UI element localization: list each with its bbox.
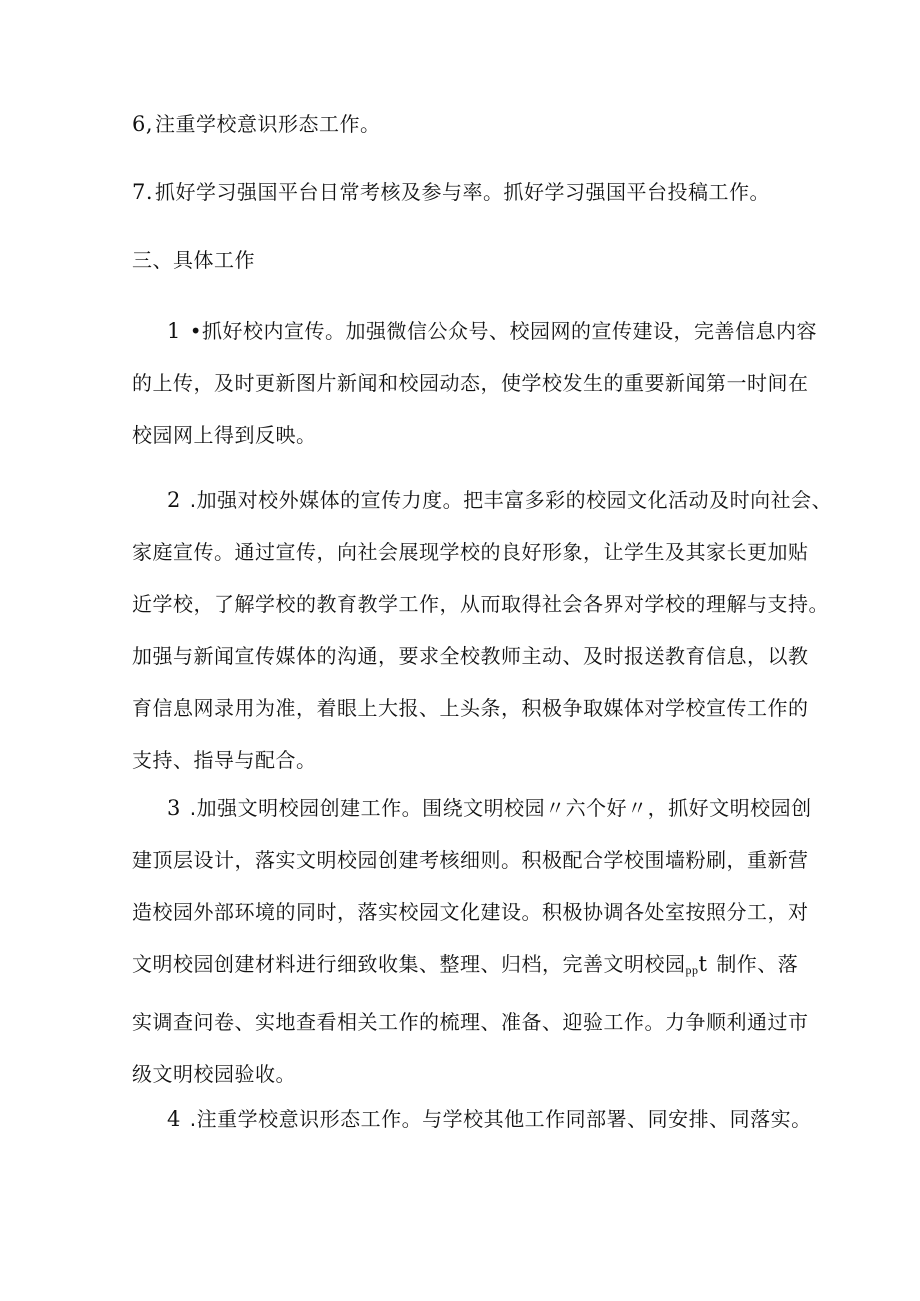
line-text: 制作、落 (716, 952, 799, 976)
item-7 (132, 166, 802, 218)
paragraph-line (132, 474, 833, 526)
paragraph-line: 加强与新闻宣传媒体的沟通，要求全校教师主动、及时报送教育信息，以教 (132, 644, 809, 668)
paragraph-3 (132, 782, 812, 1100)
item-text: 抓好学习强国平台日常考核及参与率。抓好学习强国平台投稿工作。 (155, 180, 771, 204)
paragraph-line: 家庭宣传。通过宣传，向社会展现学校的良好形象，让学生及其家长更加贴 (132, 540, 809, 564)
paragraph-line: 近学校，了解学校的教育教学工作，从而取得社会各界对学校的理解与支持。 (132, 592, 829, 616)
paragraph-line: 实调查问卷、实地查看相关工作的梳理、准备、迎验工作。力争顺利通过市 (132, 1010, 809, 1034)
line-text: 文明校园创建材料进行细致收集、整理、归档，完善文明校园 (132, 952, 686, 976)
paragraph-number: 3 (167, 796, 181, 820)
paragraph-4 (132, 1093, 812, 1145)
item-number: 7. (132, 180, 154, 204)
paragraph-line: 校园网上得到反映。 (132, 423, 317, 447)
paragraph-number: 2 (167, 488, 181, 512)
paragraph-line (132, 938, 802, 996)
paragraph-line: 造校园外部环境的同时，落实校园文化建设。积极协调各处室按照分工，对 (132, 900, 809, 924)
line-text: .加强文明校园创建工作。围绕文明校园〃六个好〃，抓好文明校园创 (189, 796, 812, 820)
paragraph-line: 支持、指导与配合。 (132, 748, 317, 772)
line-text: .加强对校外媒体的宣传力度。把丰富多彩的校园文化活动及时向社会、 (189, 488, 833, 512)
paragraph-2 (132, 474, 833, 786)
paragraph-line: 的上传，及时更新图片新闻和校园动态，使学校发生的重要新闻第一时间在 (132, 371, 809, 395)
paragraph-number: 1 (167, 319, 181, 343)
ppt-fragment-t: t (698, 952, 708, 976)
paragraph-line (132, 1107, 812, 1131)
item-6 (132, 98, 802, 150)
paragraph-number: 4 (167, 1107, 181, 1131)
paragraph-line (132, 782, 812, 834)
paragraph-line: 育信息网录用为准，着眼上大报、上头条，积极争取媒体对学校宣传工作的 (132, 696, 809, 720)
item-text: 注重学校意识形态工作。 (155, 112, 381, 136)
item-number: 6, (132, 112, 154, 136)
line-text: .注重学校意识形态工作。与学校其他工作同部署、同安排、同落实。 (189, 1107, 812, 1131)
section-heading (132, 234, 802, 286)
paragraph-line: 建顶层设计，落实文明校园创建考核细则。积极配合学校围墙粉刷，重新营 (132, 848, 809, 872)
paragraph-1 (132, 305, 818, 461)
paragraph-line (132, 305, 818, 357)
line-text: •抓好校内宣传。加强微信公众号、校园网的宣传建设，完善信息内容 (189, 319, 818, 343)
ppt-fragment-small: pp (685, 963, 699, 977)
section-heading-text: 三、具体工作 (132, 248, 255, 272)
paragraph-line: 级文明校园验收。 (132, 1062, 296, 1086)
